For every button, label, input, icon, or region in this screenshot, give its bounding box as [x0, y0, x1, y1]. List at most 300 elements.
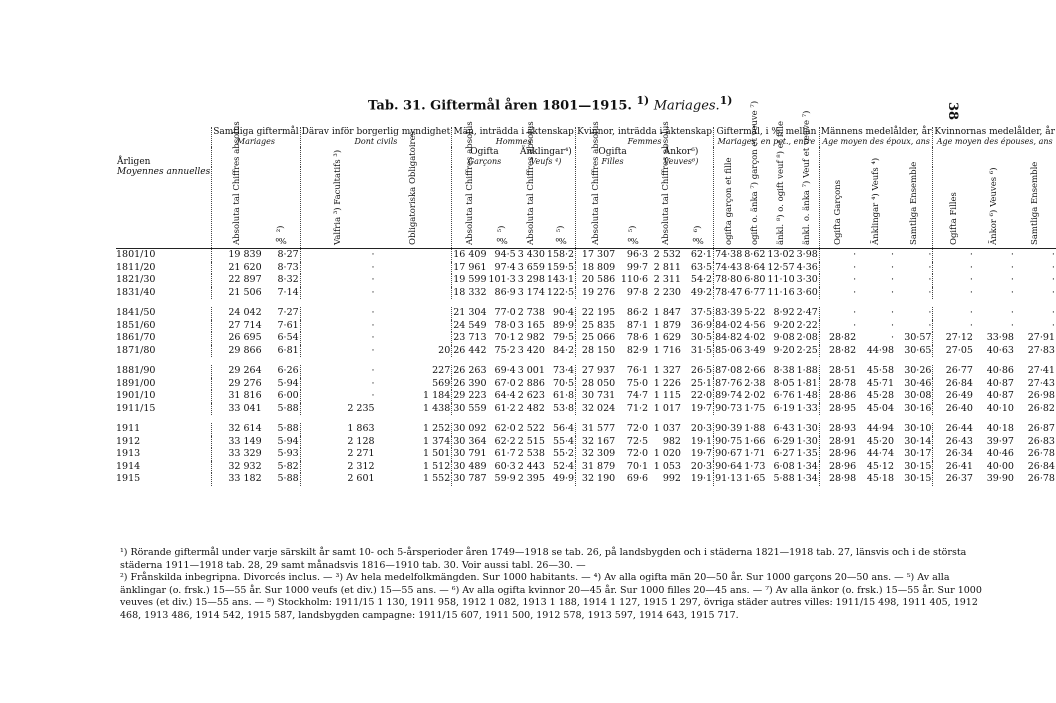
table-cell: 60·3	[494, 460, 516, 472]
table-cell: 45·28	[866, 390, 895, 401]
table-cell: 49·2	[690, 286, 713, 298]
table-cell: 45·04	[866, 402, 895, 414]
table-cell: 40·86	[986, 365, 1014, 376]
table-cell: 78·6	[626, 332, 649, 343]
table-cell: ·	[819, 307, 857, 320]
table-cell: ·	[1010, 286, 1014, 298]
table-cell: 101·3	[488, 274, 516, 285]
header-widowers: Änklingar⁴) Veufs ⁴)	[519, 147, 572, 166]
table-cell: 63·5	[690, 261, 713, 273]
table-cell: ·	[300, 365, 375, 378]
table-cell: ·	[1051, 249, 1055, 260]
table-cell: ·	[1010, 274, 1014, 285]
table-cell: 18 809	[576, 262, 617, 275]
table-cell: 20·3	[690, 423, 713, 434]
table-cell: 9·08	[773, 332, 795, 343]
row-year: 1901/10	[116, 390, 156, 401]
table-row	[116, 249, 1056, 262]
table-cell: 21 304	[453, 307, 487, 318]
col-g5-a: ogifta garçon et fille	[723, 157, 734, 245]
header-women: Kvinnor, inträdda i äktenskap Femmes	[577, 127, 713, 146]
table-cell: ·	[933, 307, 974, 320]
table-cell: 78·47	[715, 286, 743, 298]
table-cell: 8·27	[277, 249, 299, 260]
table-cell: 1·88	[744, 423, 766, 434]
table-cell: 3·49	[744, 344, 766, 356]
table-cell: 86·2	[626, 307, 649, 318]
table-cell: 75·0	[626, 377, 649, 389]
table-cell: 17 307	[576, 249, 617, 262]
table-cell: 4·56	[744, 319, 766, 331]
table-cell: ·	[891, 249, 895, 260]
table-cell: 26 390	[453, 377, 487, 389]
table-cell: 83·39	[715, 307, 743, 318]
table-cell: 26·77	[933, 365, 974, 378]
table-cell: 40·87	[986, 390, 1014, 401]
col-g6-b: Änklingar ⁴) Veufs ⁴)	[871, 157, 882, 245]
table-cell: 2 982	[517, 332, 545, 343]
table-cell: 19·7	[690, 448, 713, 459]
table-cell: ·	[891, 286, 895, 298]
table-cell: 28·82	[819, 345, 857, 358]
table-cell: 28·98	[819, 473, 857, 486]
table-cell: 86·9	[494, 286, 516, 298]
page-number: 38	[945, 102, 960, 121]
table-cell: 69·4	[494, 365, 516, 376]
table-cell: 1 374	[423, 435, 451, 447]
table-cell: 1·30	[796, 435, 818, 447]
table-cell: ·	[300, 287, 375, 300]
table-cell: ·	[928, 274, 932, 285]
table-cell: 2 271	[300, 448, 375, 461]
title-italic-sup: 1)	[719, 94, 733, 107]
row-year: 1871/80	[116, 344, 156, 356]
row-year: 1915	[116, 473, 141, 484]
table-cell: ·	[928, 307, 932, 318]
table-cell: 2 522	[517, 423, 545, 434]
footnote-1: ¹) Rörande giftermål under varje särskilt år samt 10- och 5-årsperioder åren 1749—1918 se tab. 26, på landsbygden och i städerna 1821—1918 tab. 27, länsvis och i de största städerna 1911—1918 tab. 28, 29 samt månadsvis 1816—1910 tab. 30. Voir aussi tabl. 26—30. —	[120, 547, 967, 571]
table-body	[116, 249, 1056, 486]
table-cell: 23 713	[453, 332, 487, 343]
table-cell: 24 549	[453, 319, 487, 331]
table-cell: 73·4	[552, 365, 575, 376]
table-cell: 992	[662, 473, 681, 484]
table-cell: 5·88	[773, 473, 795, 484]
table-cell: 5·93	[277, 448, 299, 459]
table-cell: 6·80	[744, 274, 766, 285]
table-cell: 26·34	[933, 448, 974, 461]
table-cell: 76·1	[626, 365, 649, 376]
table-cell: 26·41	[933, 461, 974, 474]
table-cell: 1 879	[653, 319, 681, 331]
table-cell: 74·43	[715, 261, 743, 273]
table-cell: ·	[300, 345, 375, 358]
table-cell: 25 835	[576, 320, 617, 333]
table-cell: 9·20	[773, 344, 795, 356]
table-cell: 8·92	[773, 307, 795, 318]
table-cell: ·	[933, 287, 974, 300]
table-cell: 122·5	[546, 286, 575, 298]
table-cell: 2 886	[517, 377, 545, 389]
table-cell: 33 149	[212, 436, 263, 449]
table-cell: 26·44	[933, 423, 974, 436]
table-cell: 3 298	[517, 274, 545, 285]
table-cell: 26 695	[212, 332, 263, 345]
table-cell: 3 659	[517, 261, 545, 273]
table-cell: 30·15	[904, 473, 932, 484]
table-cell: 40·00	[986, 460, 1014, 472]
table-cell: 39·97	[986, 435, 1014, 447]
table-cell: 30 787	[453, 473, 487, 484]
year-header-fr: Moyennes annuelles	[116, 167, 212, 249]
table-cell: 30 092	[453, 423, 487, 434]
table-cell: 32 167	[576, 436, 617, 449]
title-main: Tab. 31. Giftermål åren 1801—1915.	[368, 98, 632, 114]
table-cell: 90·39	[715, 423, 743, 434]
table-cell: 29 264	[212, 365, 263, 378]
table-cell: 2 811	[653, 261, 681, 273]
table-cell: 4·02	[744, 332, 766, 343]
table-cell: 4·36	[796, 261, 818, 273]
table-cell: 74·38	[715, 249, 743, 260]
table-cell: 1 438	[423, 402, 451, 414]
table-cell: 72·0	[626, 423, 649, 434]
table-cell: 29 866	[212, 345, 263, 358]
table-cell: 1 847	[653, 307, 681, 318]
table-cell: 1·33	[796, 402, 818, 414]
table-cell: 1·34	[796, 473, 818, 484]
row-gap	[116, 299, 1056, 307]
col-g5-c: änkl. ⁸) o. ogift veuf ⁸) et fille	[776, 120, 787, 245]
table-cell: 26·49	[933, 390, 974, 403]
table-cell: 16 409	[453, 249, 487, 260]
table-cell: 1·71	[744, 448, 766, 459]
table-cell: 18 332	[453, 286, 487, 298]
table-cell: ·	[928, 286, 932, 298]
table-cell: 1·34	[796, 460, 818, 472]
table-cell: ·	[819, 274, 857, 287]
table-cell: 28 050	[576, 378, 617, 391]
table-cell: 158·2	[546, 249, 575, 260]
table-row	[116, 390, 1056, 403]
table-cell: 2 623	[517, 390, 545, 401]
table-cell: 1 226	[653, 377, 681, 389]
row-year: 1811/20	[116, 261, 156, 273]
table-cell: 6·76	[773, 390, 795, 401]
table-cell: 36·9	[690, 319, 713, 331]
table-cell: 31 879	[576, 461, 617, 474]
table-cell: 8·05	[773, 377, 795, 389]
table-cell: ·	[300, 390, 375, 403]
table-cell: 26·83	[1027, 435, 1055, 447]
table-cell	[376, 320, 452, 333]
table-cell: 2 538	[517, 448, 545, 459]
table-cell: ·	[933, 262, 974, 275]
table-cell: 3·98	[796, 249, 818, 260]
table-cell: 1·35	[796, 448, 818, 459]
row-year: 1881/90	[116, 365, 156, 376]
table-cell: 96·3	[626, 249, 649, 260]
table-cell: ·	[819, 320, 857, 333]
table-cell: 90·64	[715, 460, 743, 472]
table-cell: 3·30	[796, 274, 818, 285]
table-cell: 17 961	[453, 261, 487, 273]
table-cell: 62·0	[494, 423, 516, 434]
row-year: 1911/15	[116, 402, 156, 414]
table-cell: 30·46	[904, 377, 932, 389]
table-cell: 77·0	[494, 307, 516, 318]
table-row	[116, 403, 1056, 416]
header-marriage-pct: Giftermål, i %, mellan Mariages, en pct., entre	[714, 127, 820, 147]
row-year: 1912	[116, 435, 141, 447]
table-cell: 70·1	[626, 460, 649, 472]
table-cell: 2 311	[653, 274, 681, 285]
col-g4-s2-abs: Absoluta tal Chiffres absolus	[660, 121, 671, 245]
table-row	[116, 423, 1056, 436]
header-spinsters: Ogifta Filles	[576, 147, 649, 167]
footnote-2: ²) Frånskilda inbegripna. Divorcés inclus. — ³) Av hela medelfolkmängden. Sur 1000 habitants. — ⁴) Av alla ogifta män 20—50 år. Sur 1000 garçons 20—50 ans. — ⁵) Av alla änklingar (o. frsk.) 15—55 år. Sur 1000 veufs (et div.) 15—55 ans. — ⁶) Av alla ogifta kvinnor 20—45 år. Sur 1000 filles 20—45 ans. — ⁷) Av alla änkor (o. frsk.) 15—55 år. Sur 1000 veuves (et div.) 15—55 ans. — ⁸) Stockholm: 1911/15 1 130, 1911 958, 1912 1 082, 1913 1 188, 1914 1 127, 1915 1 297, övriga städer autres villes: 1911/15 498, 1911 405, 1912 468, 1913 486, 1914 542, 1915 587, landsbygden campagne: 1911/15 607, 1911 500, 1912 578, 1913 597, 1914 643, 1915 717.	[120, 572, 982, 621]
table-cell: 62·1	[690, 249, 713, 260]
row-year: 1831/40	[116, 286, 156, 298]
table-row	[116, 436, 1056, 449]
table-cell: ·	[891, 332, 895, 343]
table-cell: 44·94	[866, 423, 895, 434]
table-cell: 44·74	[866, 448, 895, 459]
table-cell: 45·12	[866, 460, 895, 472]
col-g1-abs: Absoluta tal Chiffres absolus	[232, 121, 243, 245]
table-cell: 26·78	[1027, 448, 1055, 459]
table-cell: ·	[891, 307, 895, 318]
header-men-age: Männens medelålder, år Age moyen des époux, ans	[820, 127, 932, 146]
col-g3-s2-abs: Absoluta tal Chiffres absolus	[526, 121, 537, 245]
table-cell: 21 506	[212, 287, 263, 300]
table-cell: 22 195	[576, 307, 617, 320]
table-cell: 28·96	[819, 448, 857, 461]
table-cell: 28·82	[819, 332, 857, 345]
table-cell: 79·5	[552, 332, 575, 343]
header-row-1	[116, 127, 1056, 147]
table-cell: 40·63	[986, 344, 1014, 356]
title-sup: 1)	[636, 94, 650, 107]
table-cell: 67·0	[494, 377, 516, 389]
table-cell: 3 420	[517, 344, 545, 356]
table-cell: 1·88	[796, 365, 818, 376]
col-g7-c: Samtliga Ensemble	[1030, 161, 1041, 245]
header-women-age: Kvinnornas medelålder, år Age moyen des épouses, ans	[934, 127, 1055, 146]
table-cell: 69·6	[626, 473, 649, 484]
table-row	[116, 287, 1056, 300]
table-cell: 5·82	[277, 460, 299, 472]
table-cell: 27·43	[1027, 377, 1055, 389]
table-cell: 1 327	[653, 365, 681, 376]
table-cell: 32 614	[212, 423, 263, 436]
table-cell: 31·5	[690, 344, 713, 356]
table-cell: 5·88	[277, 402, 299, 414]
table-row	[116, 262, 1056, 275]
table-cell: 74·7	[626, 390, 649, 401]
table-row	[116, 307, 1056, 320]
table-cell: 1 512	[423, 460, 451, 472]
table-cell: ·	[1051, 319, 1055, 331]
table-cell: 30·57	[904, 332, 932, 343]
table-cell: 2 312	[300, 461, 375, 474]
table-cell: 45·18	[866, 473, 895, 484]
table-cell: ·	[300, 332, 375, 345]
table-cell: 1 501	[423, 448, 451, 459]
table-cell: 26·43	[933, 436, 974, 449]
table-cell: ·	[933, 274, 974, 287]
table-cell: 90·4	[552, 307, 575, 318]
table-cell: 87·1	[626, 319, 649, 331]
table-cell: 26·98	[1027, 390, 1055, 401]
table-cell: 90·75	[715, 435, 743, 447]
col-g3-s1-pm: ‰ ⁵)	[497, 225, 508, 245]
table-cell: 27·12	[933, 332, 974, 345]
table-cell: 27 714	[212, 320, 263, 333]
table-cell: 6·29	[773, 435, 795, 447]
table-cell: 982	[662, 435, 681, 447]
table-cell: 28 150	[576, 345, 617, 358]
table-row	[116, 274, 1056, 287]
table-cell: 2·25	[796, 344, 818, 356]
table-cell: 90·73	[715, 402, 743, 414]
table-cell: 30 731	[576, 390, 617, 403]
table-cell: 27 937	[576, 365, 617, 378]
table-cell: 30·10	[904, 423, 932, 434]
table-cell: 26·84	[1027, 460, 1055, 472]
table-cell: 6·00	[277, 390, 299, 401]
table-cell: 26·5	[690, 365, 713, 376]
table-cell: 1·81	[796, 377, 818, 389]
table-cell: ·	[1051, 261, 1055, 273]
table-cell: 71·2	[626, 402, 649, 414]
table-cell: 2·47	[796, 307, 818, 318]
table-cell: 19 599	[453, 274, 487, 285]
table-cell: ·	[933, 320, 974, 333]
table-cell: 33 182	[212, 473, 263, 486]
table-cell: 13·02	[767, 249, 795, 260]
table-cell: 1 716	[653, 344, 681, 356]
table-cell: 61·7	[494, 448, 516, 459]
table-cell: 3 165	[517, 319, 545, 331]
table-cell: 1 184	[423, 390, 451, 401]
table-cell: 3·60	[796, 286, 818, 298]
table-cell: 1·65	[744, 473, 766, 484]
table-cell: 52·4	[552, 460, 575, 472]
table-cell: 1 115	[653, 390, 681, 401]
table-cell: 40·10	[986, 402, 1014, 414]
table-cell: 1 552	[423, 473, 451, 484]
table-cell: 20	[438, 344, 451, 356]
table-cell: 6·43	[773, 423, 795, 434]
table-cell: 30 364	[453, 435, 487, 447]
table-cell: 6·77	[744, 286, 766, 298]
col-g7-b: Änkor ⁶) Veuves ⁶)	[989, 167, 1000, 245]
table-cell: 1·73	[744, 460, 766, 472]
table-cell	[376, 287, 452, 300]
row-year: 1861/70	[116, 332, 156, 343]
table-cell: 159·5	[546, 261, 575, 273]
table-cell: 72·0	[626, 448, 649, 459]
row-gap	[116, 357, 1056, 365]
table-cell: 8·38	[773, 365, 795, 376]
table-cell: 30·17	[904, 448, 932, 459]
table-row	[116, 448, 1056, 461]
table-cell: 37·5	[690, 307, 713, 318]
table-row	[116, 461, 1056, 474]
table-cell: 11·10	[767, 274, 795, 285]
table-row	[116, 473, 1056, 486]
table-cell: ·	[819, 262, 857, 275]
table-cell: 3 001	[517, 365, 545, 376]
table-cell: 40·18	[986, 423, 1014, 434]
table-cell: 84·82	[715, 332, 743, 343]
header-all-marriages: Samtliga giftermål Mariages	[213, 127, 299, 146]
table-cell: 6·08	[773, 460, 795, 472]
table-cell: 1 037	[653, 423, 681, 434]
table-cell: 30 489	[453, 460, 487, 472]
table-cell: 30 791	[453, 448, 487, 459]
row-year: 1851/60	[116, 319, 156, 331]
table-cell: ·	[819, 287, 857, 300]
table-cell: 5·22	[744, 307, 766, 318]
table-cell: 26·87	[1027, 423, 1055, 434]
table-cell: 26 263	[453, 365, 487, 376]
table-cell: 72·5	[626, 435, 649, 447]
table-cell: 30·5	[690, 332, 713, 343]
table-cell: ·	[891, 274, 895, 285]
table-cell: 26·40	[933, 403, 974, 416]
table-cell: ·	[819, 249, 857, 262]
table-cell: 7·61	[277, 319, 299, 331]
table-row	[116, 378, 1056, 391]
table-cell: 64·4	[494, 390, 516, 401]
table-row	[116, 320, 1056, 333]
table-cell: 55·2	[552, 448, 575, 459]
col-g5-b: ogift o. änka ⁷) garçon et veuve ⁷)	[749, 100, 760, 245]
table-cell: ·	[300, 320, 375, 333]
table-cell: 62·2	[494, 435, 516, 447]
table-cell: 70·1	[494, 332, 516, 343]
table-cell: ·	[891, 261, 895, 273]
table-cell: 1·30	[796, 423, 818, 434]
table-cell: 84·2	[552, 344, 575, 356]
table-cell: ·	[300, 307, 375, 320]
table-cell: ·	[928, 261, 932, 273]
table-cell: 89·74	[715, 390, 743, 401]
table-cell: 45·20	[866, 435, 895, 447]
table-cell: 227	[432, 365, 451, 376]
table-cell: 22·0	[690, 390, 713, 401]
table-cell: 1·48	[796, 390, 818, 401]
table-cell: ·	[1051, 274, 1055, 285]
table-cell: ·	[928, 249, 932, 260]
header-widows: Änkor⁶) Veuves⁶)	[663, 147, 699, 166]
col-g4-s2-pm: ‰ ⁶)	[692, 225, 703, 245]
table-cell: 3 430	[517, 249, 545, 260]
header-men: Män, inträdda i äktenskap Hommes	[453, 127, 574, 146]
table-cell: 39·90	[986, 473, 1014, 484]
table-cell: 26·84	[933, 378, 974, 391]
table-cell: 32 024	[576, 403, 617, 416]
row-year: 1914	[116, 460, 141, 472]
table-cell: ·	[1010, 249, 1014, 260]
table-cell: 7·27	[277, 307, 299, 318]
table-cell: 1 017	[653, 402, 681, 414]
row-year: 1841/50	[116, 307, 156, 318]
header-row-3	[116, 167, 1056, 249]
table-cell: 59·9	[494, 473, 516, 484]
